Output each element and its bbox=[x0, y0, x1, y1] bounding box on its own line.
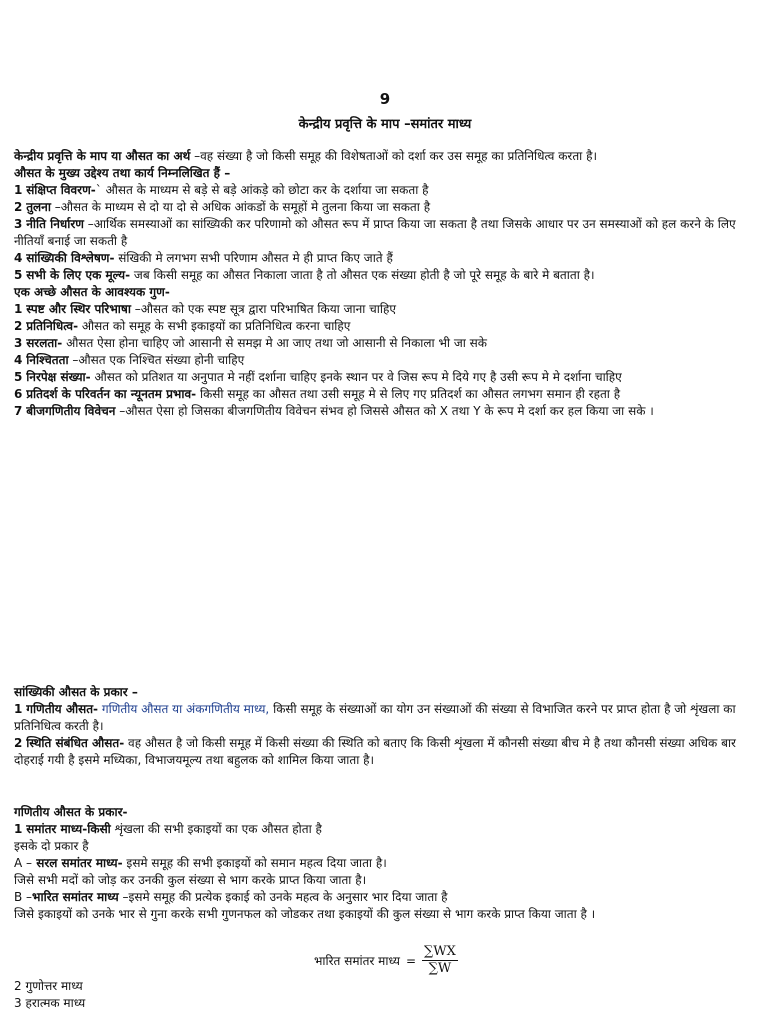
objective-number: 3 bbox=[14, 217, 23, 231]
weighted-prefix: B – bbox=[14, 890, 33, 904]
quality-term: निश्चितता bbox=[26, 353, 69, 367]
math-term: समांतर माध्य-किसी bbox=[26, 822, 111, 836]
quality-item bbox=[14, 352, 756, 369]
type-item bbox=[14, 735, 756, 769]
math-section bbox=[14, 804, 756, 923]
other-mean-item: 2 गुणोत्तर माध्य bbox=[14, 979, 83, 993]
quality-text: औसत ऐसा होना चाहिए जो आसानी से समझ मे आ जाए तथा जो आसानी से निकाला भी जा सके bbox=[62, 336, 487, 350]
type-term: स्थिति संबंधित औसत- bbox=[26, 736, 125, 750]
type-text: वह औसत है जो किसी समूह में किसी संख्या की स्थिति को बताए कि किसी शृंखला में कौनसी संख्या बीच मे है तथा कौनसी संख्या अधिक बार दोहराई गयी है इसमे मध्यिका, विभाजयमूल्य तथा बहुलक को शामिल किया जाता है। bbox=[14, 736, 736, 767]
simple-prefix: A – bbox=[14, 856, 33, 870]
quality-term: स्पष्ट और स्थिर परिभाषा bbox=[26, 302, 131, 316]
simple-mean-line: जिसे सभी मदों को जोड़ कर उनकी कुल संख्या से भाग करके प्राप्त किया जाता है। bbox=[14, 873, 367, 887]
type-number: 2 bbox=[14, 736, 23, 750]
intro-text: –वह संख्या है जो किसी समूह की विशेषताओं को दर्शा कर उस समूह का प्रतिनिधित्व करता है। bbox=[190, 149, 598, 163]
math-heading: गणितीय औसत के प्रकार- bbox=[14, 805, 128, 819]
quality-text: औसत को समूह के सभी इकाइयों का प्रतिनिधित्व करना चाहिए bbox=[78, 319, 351, 333]
objective-text: ` औसत के माध्यम से बड़े से बड़े आंकड़े को छोटा कर के दर्शाया जा सकता है bbox=[95, 183, 429, 197]
objective-text: –औसत के माध्यम से दो या दो से अधिक आंकडों के समूहों मे तुलना किया जा सकता है bbox=[50, 200, 431, 214]
objective-term: नीति निर्धारण bbox=[26, 217, 84, 231]
weighted-mean-line: जिसे इकाइयों को उनके भार से गुना करके सभी गुणनफल को जोडकर तथा इकाइयों की कुल संख्या से भाग करके प्राप्त किया जाता है । bbox=[14, 907, 596, 921]
type-number: 1 bbox=[14, 702, 23, 716]
objective-term: सभी के लिए एक मूल्य- bbox=[26, 268, 131, 282]
objectives-heading: औसत के मुख्य उद्देश्य तथा कार्य निम्नलिखित हैं – bbox=[14, 166, 231, 180]
types-section bbox=[14, 684, 756, 769]
quality-text: –औसत को एक स्पष्ट सूत्र द्वारा परिभाषित किया जाना चाहिए bbox=[130, 302, 397, 316]
quality-item bbox=[14, 386, 756, 403]
quality-item bbox=[14, 369, 756, 386]
formula-denominator: ∑W bbox=[428, 961, 452, 976]
objective-number: 4 bbox=[14, 251, 23, 265]
objective-term: संक्षिप्त विवरण- bbox=[26, 183, 96, 197]
type-term: गणितीय औसत- bbox=[26, 702, 99, 716]
types-heading: सांख्यिकी औसत के प्रकार – bbox=[14, 685, 138, 699]
objective-text: जब किसी समूह का औसत निकाला जाता है तो औसत एक संख्या होती है जो पूरे समूह के बारे मे बताता है। bbox=[130, 268, 595, 282]
objective-number: 1 bbox=[14, 183, 23, 197]
weighted-term: भारित समांतर माध्य bbox=[32, 890, 119, 904]
math-text: शृंखला की सभी इकाइयों का एक औसत होता है bbox=[110, 822, 322, 836]
quality-number: 5 bbox=[14, 370, 23, 384]
intro-paragraph bbox=[14, 148, 756, 165]
objective-item bbox=[14, 216, 756, 250]
objective-term: सांख्यिकी विश्लेषण- bbox=[26, 251, 115, 265]
quality-number: 6 bbox=[14, 387, 23, 401]
quality-term: प्रतिनिधित्व- bbox=[26, 319, 79, 333]
quality-item bbox=[14, 318, 756, 335]
simple-term: सरल समांतर माध्य- bbox=[32, 856, 123, 870]
formula-numerator: ∑WX bbox=[424, 944, 456, 959]
simple-mean-item bbox=[14, 855, 756, 872]
quality-item bbox=[14, 403, 756, 420]
math-number: 1 bbox=[14, 822, 23, 836]
formula-fraction bbox=[422, 944, 458, 977]
objective-item bbox=[14, 250, 756, 267]
type-highlight: गणितीय औसत या अंकगणितीय माध्य, bbox=[98, 702, 270, 716]
objective-number: 2 bbox=[14, 200, 23, 214]
quality-number: 3 bbox=[14, 336, 23, 350]
qualities-heading: एक अच्छे औसत के आवश्यक गुण- bbox=[14, 285, 170, 299]
simple-text: इसमे समूह की सभी इकाइयों को समान महत्व दिया जाता है। bbox=[122, 856, 387, 870]
quality-term: बीजगणितीय विवेचन bbox=[26, 404, 116, 418]
quality-item bbox=[14, 335, 756, 352]
quality-term: सरलता- bbox=[26, 336, 63, 350]
type-text: किसी समूह के संख्याओं का योग उन संख्याओं की संख्या से विभाजित करने पर प्राप्त होता है जो शृंखला का प्रतिनिधित्व करती है। bbox=[14, 702, 736, 733]
quality-number: 2 bbox=[14, 319, 23, 333]
math-subtext: इसके दो प्रकार है bbox=[14, 839, 89, 853]
quality-number: 4 bbox=[14, 353, 23, 367]
weighted-text: –इसमे समूह की प्रत्येक इकाई को उनके महत्व के अनुसार भार दिया जाता है bbox=[118, 890, 448, 904]
intro-section bbox=[14, 148, 756, 420]
quality-text: –औसत एक निश्चित संख्या होनी चाहिए bbox=[68, 353, 245, 367]
page-number: 9 bbox=[379, 90, 391, 108]
objective-text: संखिकी मे लगभग सभी परिणाम औसत मे ही प्राप्त किए जाते हैं bbox=[114, 251, 393, 265]
quality-text: –औसत ऐसा हो जिसका बीजगणितीय विवेचन संभव हो जिससे औसत को X तथा Y के रूप मे दर्शा कर हल किया जा सके । bbox=[115, 404, 654, 418]
objective-number: 5 bbox=[14, 268, 23, 282]
page-title: केन्द्रीय प्रवृत्ति के माप –समांतर माध्य bbox=[298, 117, 472, 132]
math-item bbox=[14, 821, 756, 838]
formula-label: भारित समांतर माध्य bbox=[314, 954, 400, 968]
other-mean-item: 3 हरात्मक माध्य bbox=[14, 996, 86, 1010]
formula-equals: = bbox=[405, 953, 416, 968]
quality-number: 7 bbox=[14, 404, 23, 418]
other-means bbox=[14, 978, 756, 1012]
type-item bbox=[14, 701, 756, 735]
objective-item bbox=[14, 182, 756, 199]
objective-item bbox=[14, 267, 756, 284]
intro-term: केन्द्रीय प्रवृत्ति के माप या औसत का अर्थ bbox=[14, 149, 191, 163]
quality-term: निरपेक्ष संख्या- bbox=[26, 370, 91, 384]
quality-text: किसी समूह का औसत तथा उसी समूह मे से लिए गए प्रतिदर्श का औसत लगभग समान ही रहता है bbox=[196, 387, 621, 401]
quality-item bbox=[14, 301, 756, 318]
weighted-mean-formula bbox=[314, 944, 458, 977]
quality-text: औसत को प्रतिशत या अनुपात मे नहीं दर्शाना चाहिए इनके स्थान पर वे जिस रूप मे दिये गए है उसी रूप मे मे दर्शाना चाहिए bbox=[90, 370, 622, 384]
objective-text: –आर्थिक समस्याओं का सांख्यिकी कर परिणामो को औसत रूप में प्राप्त किया जा सकता है तथा जिसके आधार पर उन समस्याओं को हल करने के लिए नीतियाँ बनाई जा सकती है bbox=[14, 217, 736, 248]
objective-term: तुलना bbox=[26, 200, 51, 214]
objective-item bbox=[14, 199, 756, 216]
quality-term: प्रतिदर्श के परिवर्तन का न्यूनतम प्रभाव- bbox=[26, 387, 197, 401]
quality-number: 1 bbox=[14, 302, 23, 316]
weighted-mean-item bbox=[14, 889, 756, 906]
